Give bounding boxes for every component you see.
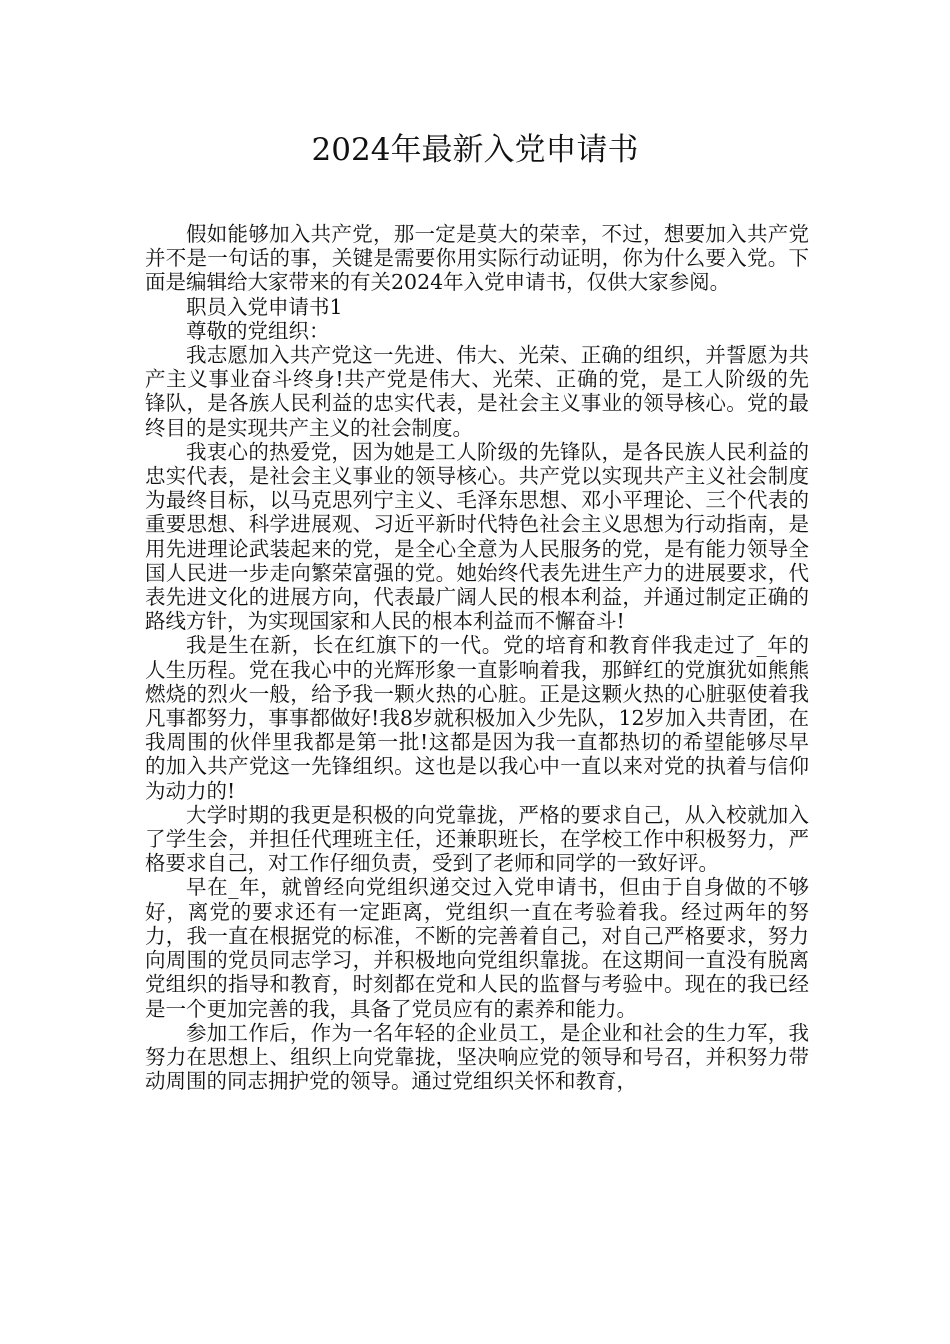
paragraph: 早在_年，就曾经向党组织递交过入党申请书，但由于自身做的不够好，离党的要求还有一定距离，党组织一直在考验着我。经过两年的努力，我一直在根据党的标准，不断的完善着自己，对自己严格要求，努力向周围的党员同志学习，并积极地向党组织靠拢。在这期间一直没有脱离党组织的指导和教育，时刻都在党和人民的监督与考验中。现在的我已经是一个更加完善的我，具备了党员应有的素养和能力。 <box>145 875 809 1021</box>
document-body <box>145 222 809 1093</box>
paragraph: 参加工作后，作为一名年轻的企业员工，是企业和社会的生力军，我努力在思想上、组织上向党靠拢，坚决响应党的领导和号召，并积努力带动周围的同志拥护党的领导。通过党组织关怀和教育， <box>145 1020 809 1094</box>
paragraph: 我衷心的热爱党，因为她是工人阶级的先锋队，是各民族人民利益的忠实代表，是社会主义事业的领导核心。共产党以实现共产主义社会制度为最终目标，以马克思列宁主义、毛泽东思想、邓小平理论、三个代表的重要思想、科学进展观、习近平新时代特色社会主义思想为行动指南，是用先进理论武装起来的党，是全心全意为人民服务的党，是有能力领导全国人民进一步走向繁荣富强的党。她始终代表先进生产力的进展要求，代表先进文化的进展方向，代表最广阔人民的根本利益，并通过制定正确的路线方针，为实现国家和人民的根本利益而不懈奋斗! <box>145 439 809 634</box>
paragraph: 我是生在新，长在红旗下的一代。党的培育和教育伴我走过了_年的人生历程。党在我心中的光辉形象一直影响着我，那鲜红的党旗犹如熊熊燃烧的烈火一般，给予我一颗火热的心脏。正是这颗火热的心脏驱使着我凡事都努力，事事都做好!我8岁就积极加入少先队，12岁加入共青团，在我周围的伙伴里我都是第一批!这都是因为我一直都热切的希望能够尽早的加入共产党这一先锋组织。这也是以我心中一直以来对党的执着与信仰为动力的! <box>145 633 809 803</box>
paragraph: 大学时期的我更是积极的向党靠拢，严格的要求自己，从入校就加入了学生会，并担任代理班主任，还兼职班长，在学校工作中积极努力，严格要求自己，对工作仔细负责，受到了老师和同学的一致好评。 <box>145 802 809 876</box>
salutation: 尊敬的党组织： <box>186 318 330 343</box>
document-title: 2024年最新入党申请书 <box>311 132 639 168</box>
paragraph: 我志愿加入共产党这一先进、伟大、光荣、正确的组织，并誓愿为共产主义事业奋斗终身!共产党是伟大、光荣、正确的党，是工人阶级的先锋队，是各族人民利益的忠实代表，是社会主义事业的领导核心。党的最终目的是实现共产主义的社会制度。 <box>145 343 809 440</box>
paragraph-intro: 假如能够加入共产党，那一定是莫大的荣幸，不过，想要加入共产党并不是一句话的事，关键是需要你用实际行动证明，你为什么要入党。下面是编辑给大家带来的有关2024年入党申请书，仅供大家参阅。 <box>145 222 809 295</box>
section-heading: 职员入党申请书1 <box>186 294 343 319</box>
